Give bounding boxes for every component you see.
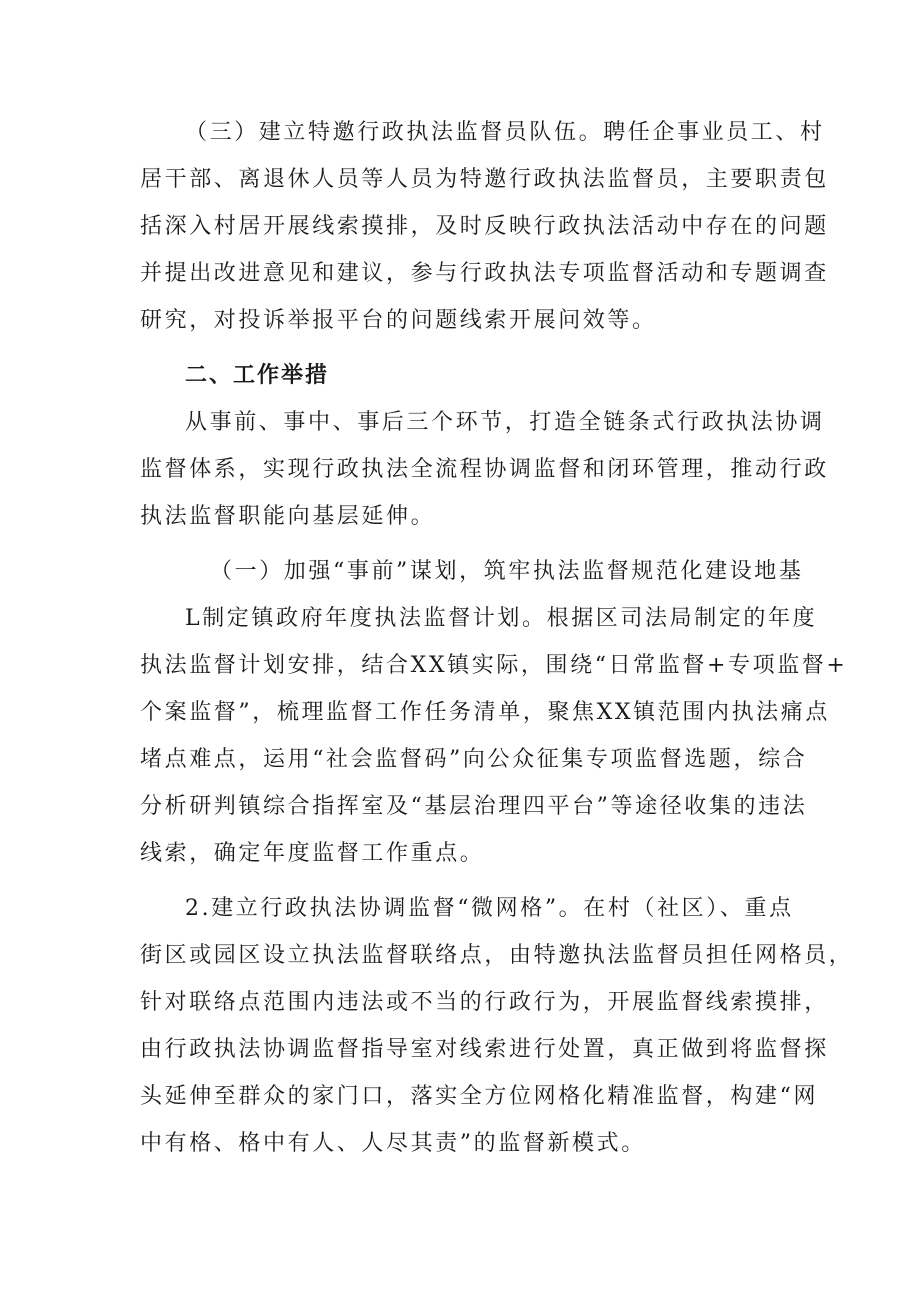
item-one-line-4: 堵点难点，运用“社会监督码”向公众征集专项监督选题，综合	[140, 747, 808, 772]
item-one-line-2: 执法监督计划安排，结合XX镇实际，围绕“日常监督+专项监督+	[140, 653, 848, 678]
section-three-line-3: 括深入村居开展线索摸排，及时反映行政执法活动中存在的问题	[140, 214, 829, 239]
item-two-line-6: 中有格、格中有人、人尽其责”的监督新模式。	[140, 1131, 646, 1156]
intro-line-2: 监督体系，实现行政执法全流程协调监督和闭环管理，推动行政	[140, 457, 829, 482]
section-three-line-4: 并提出改进意见和建议，参与行政执法专项监督活动和专题调查	[140, 261, 829, 286]
section-three-line-1: （三）建立特邀行政执法监督员队伍。聘任企事业员工、村	[185, 120, 825, 145]
section-three-line-2: 居干部、离退休人员等人员为特邀行政执法监督员，主要职责包	[140, 167, 829, 192]
section-three-line-5: 研究，对投诉举报平台的问题线索开展问效等。	[140, 308, 657, 333]
intro-line-1: 从事前、事中、事后三个环节，打造全链条式行政执法协调	[185, 410, 825, 435]
subheading-one: （一）加强“事前”谋划，筑牢执法监督规范化建设地基	[210, 559, 804, 584]
item-two-line-4: 由行政执法协调监督指导室对线索进行处置，真正做到将监督探	[140, 1037, 829, 1062]
item-one-line-5: 分析研判镇综合指挥室及“基层治理四平台”等途径收集的违法	[140, 794, 808, 819]
item-two-line-1: 2.建立行政执法协调监督“微网格”。在村（社区）、重点	[185, 896, 794, 921]
item-one-line-6: 线索，确定年度监督工作重点。	[140, 841, 485, 866]
heading-work-measures: 二、工作举措	[185, 363, 330, 388]
intro-line-3: 执法监督职能向基层延伸。	[140, 504, 436, 529]
item-two-line-2: 街区或园区设立执法监督联络点，由特邀执法监督员担任网格员，	[140, 943, 854, 968]
item-one-line-1: L制定镇政府年度执法监督计划。根据区司法局制定的年度	[185, 606, 818, 631]
item-one-line-3: 个案监督”，梳理监督工作任务清单，聚焦XX镇范围内执法痛点	[140, 700, 830, 725]
item-two-line-3: 针对联络点范围内违法或不当的行政行为，开展监督线索摸排，	[140, 990, 829, 1015]
item-two-line-5: 头延伸至群众的家门口，落实全方位网格化精准监督，构建“网	[140, 1084, 819, 1109]
